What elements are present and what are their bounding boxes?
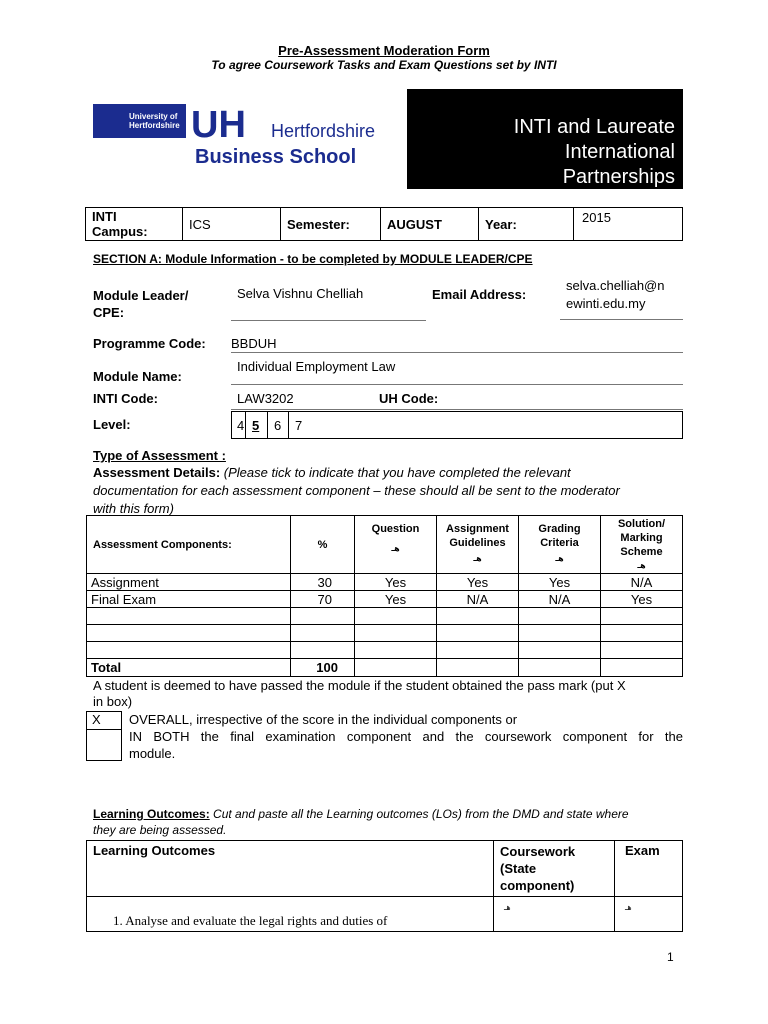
assessment-components-table [86, 515, 683, 677]
banner-line-1: INTI and Laureate [513, 116, 675, 138]
header-question: Question هـ [355, 516, 437, 574]
level-label: Level: [93, 417, 131, 432]
pass-option-boxes [86, 711, 122, 761]
component-guidelines: N/A [437, 591, 519, 608]
module-leader-label: Module Leader/ CPE: [93, 288, 189, 320]
component-percent: 30 [291, 574, 355, 591]
tick-icon: هـ [391, 544, 400, 553]
coursework-tick [494, 897, 615, 932]
banner-line-3: Partnerships [562, 166, 675, 188]
level-6: 6 [268, 412, 289, 439]
component-question: Yes [355, 574, 437, 591]
campus-label-cell [86, 208, 183, 241]
table-row [87, 591, 683, 608]
semester-label: Semester: [281, 208, 381, 241]
tick-icon: هـ [473, 554, 482, 563]
form-title: Pre-Assessment Moderation Form [278, 43, 490, 58]
option-both-checkbox[interactable] [87, 730, 122, 761]
header-exam: Exam [615, 841, 683, 897]
total-row [87, 659, 683, 677]
campus-label-2: Campus: [92, 224, 148, 239]
page-number: 1 [667, 950, 674, 964]
learning-outcomes-label: Learning Outcomes: [93, 807, 210, 821]
programme-code-label: Programme Code: [93, 336, 206, 351]
campus-value: ICS [183, 208, 281, 241]
logo-hertfordshire: Hertfordshire [271, 121, 376, 141]
learning-outcome-1: 1. Analyse and evaluate the legal rights and duties of [87, 897, 494, 932]
header-learning-outcomes: Learning Outcomes [87, 841, 494, 897]
table-row [87, 897, 683, 932]
module-name-value: Individual Employment Law [231, 359, 683, 385]
exam-tick [615, 897, 683, 932]
module-name-label: Module Name: [93, 369, 182, 384]
table-row-empty [87, 625, 683, 642]
level-7: 7 [289, 412, 683, 439]
banner-line-2: International [564, 141, 675, 163]
table-row-empty [87, 608, 683, 625]
component-criteria: N/A [519, 591, 601, 608]
level-5: 5 [246, 412, 268, 439]
type-of-assessment-label: Type of Assessment : [93, 448, 226, 463]
email-label: Email Address: [432, 287, 527, 302]
section-a-heading: SECTION A: Module Information - to be completed by MODULE LEADER/CPE [93, 252, 533, 266]
option-both-text: IN BOTH the final examination component and the coursework component for the module. [129, 729, 683, 761]
level-4: 4 [232, 412, 246, 439]
programme-code-value: BBDUH [231, 336, 683, 353]
component-name: Assignment [87, 574, 291, 591]
table-row [87, 574, 683, 591]
component-name: Final Exam [87, 591, 291, 608]
form-subtitle: To agree Coursework Tasks and Exam Questions set by INTI [211, 58, 557, 72]
total-label: Total [87, 659, 291, 677]
component-criteria: Yes [519, 574, 601, 591]
component-percent: 70 [291, 591, 355, 608]
component-solution: Yes [601, 591, 683, 608]
tick-icon: هـ [555, 554, 564, 563]
option-overall-text: OVERALL, irrespective of the score in the individual components or [129, 712, 518, 727]
inti-code-label: INTI Code: [93, 391, 158, 406]
logo-university-line1: University of [129, 112, 178, 121]
header-percent: % [291, 516, 355, 574]
header-components: Assessment Components: [87, 516, 291, 574]
uh-code-label: UH Code: [379, 391, 439, 406]
component-solution: N/A [601, 574, 683, 591]
assessment-details: Assessment Details: (Please tick to indicate that you have completed the relevant documentation for each assessment component – these should all be sent to the moderator with this form) [93, 465, 620, 516]
logo-university-line2: Hertfordshire [129, 121, 180, 130]
email-value: selva.chelliah@n ewinti.edu.my [560, 277, 683, 320]
header-coursework: Coursework (State component) [494, 841, 615, 897]
header-solution: Solution/ Marking Scheme هـ [601, 516, 683, 574]
component-question: Yes [355, 591, 437, 608]
tick-icon: هـ [504, 903, 511, 912]
campus-table [85, 207, 683, 241]
learning-outcomes-table [86, 840, 683, 932]
learning-outcomes-intro: Learning Outcomes: Cut and paste all the Learning outcomes (LOs) from the DMD and state where they are being assessed. [93, 807, 629, 837]
assessment-details-label: Assessment Details: [93, 465, 221, 480]
option-overall-checkbox[interactable]: X [87, 712, 122, 730]
total-value: 100 [291, 659, 355, 677]
header-guidelines: Assignment Guidelines هـ [437, 516, 519, 574]
logo-business-school: Business School [195, 146, 357, 168]
semester-value: AUGUST [381, 208, 479, 241]
year-value: 2015 [574, 208, 683, 241]
table-row-empty [87, 642, 683, 659]
pass-rule-text: A student is deemed to have passed the module if the student obtained the pass mark (put X in box) [93, 678, 626, 709]
partnership-banner [407, 89, 683, 189]
logo-uh: UH [191, 104, 246, 146]
uh-business-school-logo [93, 104, 383, 170]
inti-code-value: LAW3202 [231, 391, 683, 410]
level-table [231, 411, 683, 439]
tick-icon: هـ [625, 903, 632, 912]
header-criteria: Grading Criteria هـ [519, 516, 601, 574]
component-guidelines: Yes [437, 574, 519, 591]
tick-icon: هـ [637, 561, 646, 570]
year-label: Year: [479, 208, 574, 241]
module-leader-value: Selva Vishnu Chelliah [231, 286, 426, 321]
campus-label-1: INTI [92, 209, 117, 224]
